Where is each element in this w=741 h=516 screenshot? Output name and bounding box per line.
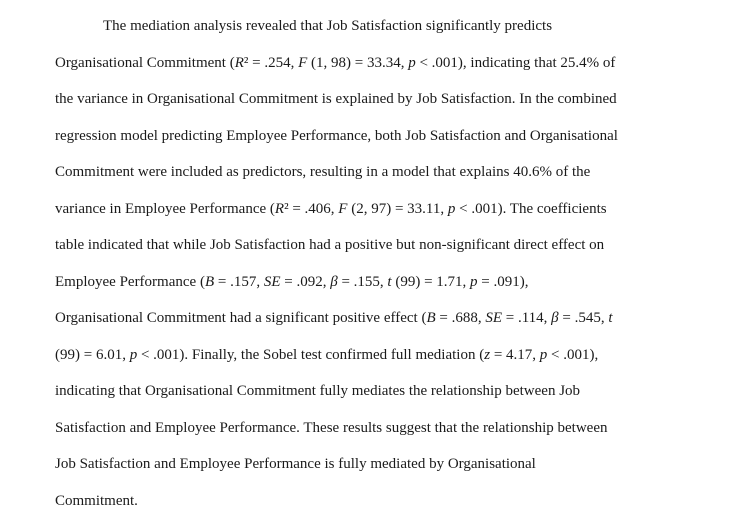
paragraph-line: Employee Performance (B = .157, SE = .092, β = .155, t (99) = 1.71, p = .091),	[55, 274, 529, 290]
paragraph-line: variance in Employee Performance (R² = .406, F (2, 97) = 33.11, p < .001). The coefficients	[55, 201, 607, 217]
paragraph-line: Commitment.	[55, 493, 138, 509]
paragraph-line: table indicated that while Job Satisfaction had a positive but non-significant direct effect on	[55, 237, 605, 253]
paragraph-line: the variance in Organisational Commitment is explained by Job Satisfaction. In the combined	[55, 91, 617, 107]
paragraph-line: Job Satisfaction and Employee Performance is fully mediated by Organisational	[55, 456, 536, 472]
paragraph-line: regression model predicting Employee Performance, both Job Satisfaction and Organisational	[55, 128, 618, 144]
paragraph-line: Satisfaction and Employee Performance. These results suggest that the relationship between	[55, 420, 608, 436]
paragraph-line: Organisational Commitment had a significant positive effect (B = .688, SE = .114, β = .545, t	[55, 310, 613, 326]
paragraph-line: The mediation analysis revealed that Job Satisfaction significantly predicts	[103, 18, 553, 34]
paragraph-line: (99) = 6.01, p < .001). Finally, the Sobel test confirmed full mediation (z = 4.17, p < .001),	[55, 347, 599, 363]
paragraph-line: Organisational Commitment (R² = .254, F (1, 98) = 33.34, p < .001), indicating that 25.4% of	[55, 55, 616, 71]
paragraph-line: Commitment were included as predictors, resulting in a model that explains 40.6% of the	[55, 164, 591, 180]
paragraph-line: indicating that Organisational Commitment fully mediates the relationship between Job	[55, 383, 581, 399]
